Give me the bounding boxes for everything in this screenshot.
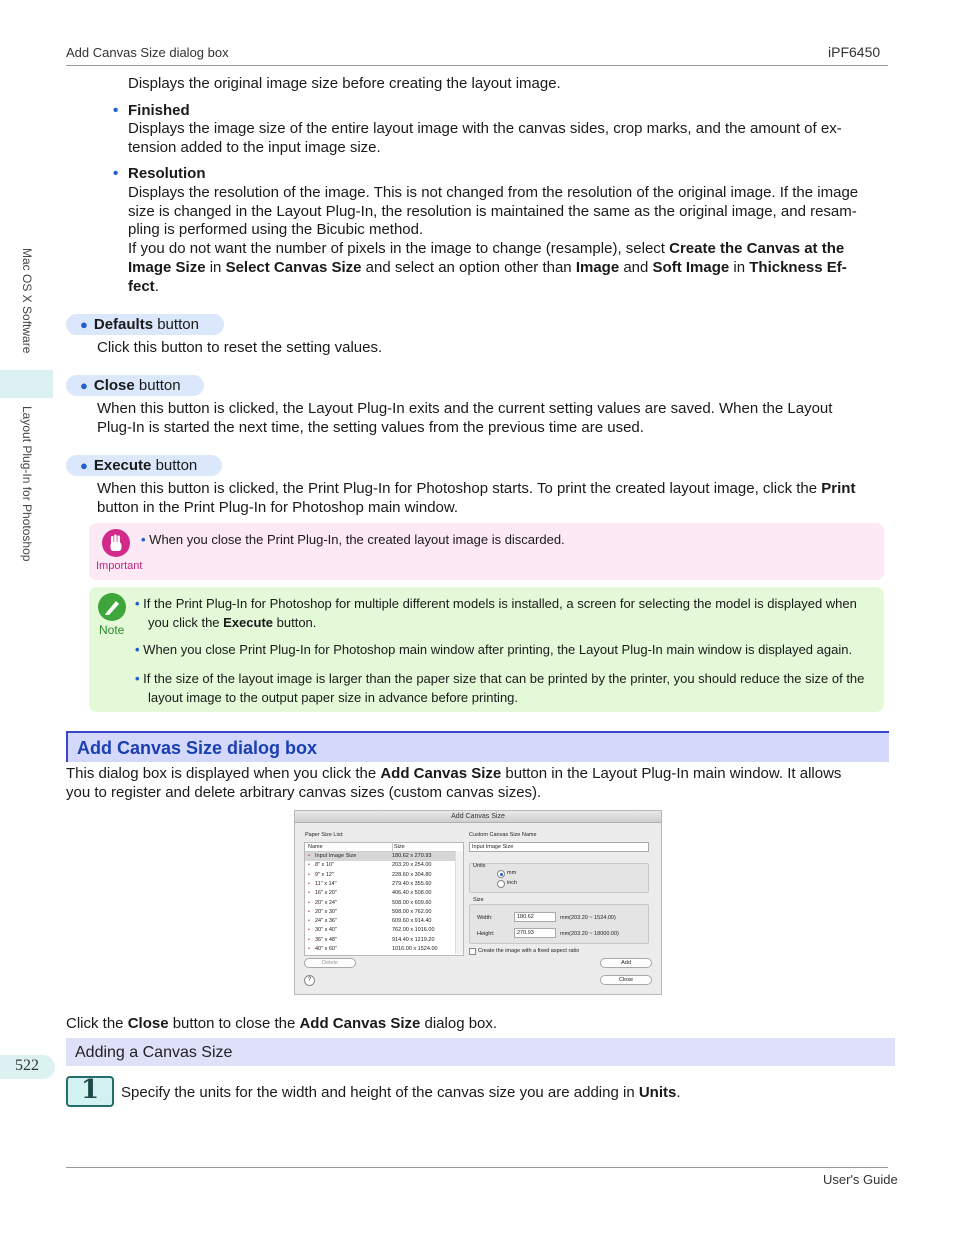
row-marker-icon: • xyxy=(308,946,310,952)
list-item[interactable] xyxy=(305,917,455,926)
row-marker-icon: • xyxy=(308,853,310,859)
fixed-aspect-checkbox[interactable] xyxy=(469,948,476,955)
resolution-line5: Image Size in Select Canvas Size and select an option other than Image and Soft Image in Thickness Ef- xyxy=(128,259,847,276)
row-name: 24" x 36" xyxy=(315,918,337,925)
list-item[interactable] xyxy=(305,908,455,917)
help-icon[interactable]: ? xyxy=(304,975,315,986)
units-label: Units xyxy=(473,863,486,869)
close-desc-line1: When this button is clicked, the Layout Plug-In exits and the current setting values are saved. When the Layout xyxy=(97,400,833,417)
step-number-badge: 1 xyxy=(66,1076,114,1107)
units-group xyxy=(469,863,649,893)
list-item[interactable] xyxy=(305,936,455,945)
size-group xyxy=(469,897,649,944)
close-button[interactable]: Close xyxy=(600,975,652,985)
row-size: 279.40 x 355.60 xyxy=(392,880,432,887)
row-name: 20" x 30" xyxy=(315,908,337,915)
row-name: 30" x 40" xyxy=(315,927,337,934)
list-item[interactable] xyxy=(305,880,455,889)
paper-size-list[interactable] xyxy=(304,842,464,956)
side-label-layout-plugin: Layout Plug-In for Photoshop xyxy=(20,406,34,562)
original-size-desc: Displays the original image size before creating the layout image. xyxy=(128,75,561,92)
list-item[interactable] xyxy=(305,852,455,861)
subsection-title: Adding a Canvas Size xyxy=(75,1044,233,1061)
after-dialog-text: Click the Close button to close the Add Canvas Size dialog box. xyxy=(66,1015,498,1032)
close-desc-line2: Plug-In is started the next time, the setting values from the previous time are used. xyxy=(97,419,644,436)
note-item3-line2: layout image to the output paper size in advance before printing. xyxy=(148,690,519,705)
inch-radio[interactable] xyxy=(497,880,505,888)
fixed-aspect-label: Create the image with a fixed aspect ratio xyxy=(478,948,580,954)
row-name: 16" x 20" xyxy=(315,890,337,897)
note-item1-line2: you click the Execute button. xyxy=(148,615,317,630)
resolution-line4: If you do not want the number of pixels in the image to change (resample), select Create the Canvas at the xyxy=(128,240,845,257)
page-number-tab xyxy=(0,1055,55,1079)
row-size: 203.20 x 254.00 xyxy=(392,862,432,869)
resolution-line3: pling is performed using the Bicubic method. xyxy=(128,221,424,238)
delete-button[interactable]: Delete xyxy=(304,958,356,968)
finished-line1: Displays the image size of the entire layout image with the canvas sides, crop marks, and the amount of ex- xyxy=(128,120,842,137)
height-input[interactable]: 270.93 xyxy=(514,928,556,938)
row-name: 9" x 12" xyxy=(315,871,334,878)
row-name: 8" x 10" xyxy=(315,862,334,869)
row-name: 36" x 48" xyxy=(315,936,337,943)
row-size: 1016.00 x 1524.00 xyxy=(392,946,438,952)
size-group-label: Size xyxy=(473,897,484,903)
width-label: Width: xyxy=(477,915,493,921)
execute-desc-line1: When this button is clicked, the Print Plug-In for Photoshop starts. To print the created layout image, click the Print xyxy=(97,480,856,497)
inch-label: inch xyxy=(507,880,518,886)
mm-radio[interactable] xyxy=(497,870,505,878)
header-rule xyxy=(66,65,888,66)
important-label: Important xyxy=(96,560,143,572)
resolution-line1: Displays the resolution of the image. This is not changed from the resolution of the original image. If the image xyxy=(128,184,859,201)
row-name: 40" x 60" xyxy=(315,946,337,952)
row-size: 180.62 x 270.93 xyxy=(392,853,432,859)
section-intro-line2: you to register and delete arbitrary canvas sizes (custom canvas sizes). xyxy=(66,784,542,801)
note-item3-line1: • If the size of the layout image is larger than the paper size that can be printed by the printer, you should reduce the size of the xyxy=(135,671,865,686)
footer-rule xyxy=(66,1167,888,1168)
row-marker-icon: • xyxy=(308,899,310,906)
col-size-header: Size xyxy=(394,844,405,850)
row-marker-icon: • xyxy=(308,871,310,878)
note-item2: • When you close Print Plug-In for Photoshop main window after printing, the Layout Plug-In main window is displayed again. xyxy=(135,642,853,657)
row-size: 609.60 x 914.40 xyxy=(392,918,432,925)
important-hand-icon xyxy=(102,529,130,557)
finished-bullet: • xyxy=(113,102,119,119)
row-name: Input Image Size xyxy=(315,853,357,859)
important-text: • When you close the Print Plug-In, the created layout image is discarded. xyxy=(141,532,565,547)
finished-title: Finished xyxy=(128,102,190,119)
bullet-icon: ● xyxy=(80,317,88,332)
close-button-heading: ● Close button xyxy=(66,375,204,396)
page-number: 522 xyxy=(15,1057,39,1074)
section-heading xyxy=(66,731,889,762)
row-marker-icon: • xyxy=(308,936,310,943)
note-label: Note xyxy=(99,623,125,637)
row-size: 762.00 x 1016.00 xyxy=(392,927,435,934)
row-marker-icon: • xyxy=(308,880,310,887)
row-name: 20" x 24" xyxy=(315,899,337,906)
width-range: mm(203.20 ~ 1524.00) xyxy=(560,915,616,921)
list-item[interactable] xyxy=(305,899,455,908)
section-title: Add Canvas Size dialog box xyxy=(77,738,318,758)
section-intro-line1: This dialog box is displayed when you click the Add Canvas Size button in the Layout Plug-In main window. It allows xyxy=(66,765,842,782)
side-tab xyxy=(0,370,53,398)
row-marker-icon: • xyxy=(308,862,310,869)
defaults-button-heading: ● Defaults button xyxy=(66,314,224,335)
list-item[interactable] xyxy=(305,889,455,898)
list-item[interactable] xyxy=(305,926,455,935)
row-marker-icon: • xyxy=(308,908,310,915)
finished-line2: tension added to the input image size. xyxy=(128,139,381,156)
resolution-line6: fect. xyxy=(128,278,159,295)
row-marker-icon: • xyxy=(308,927,310,934)
note-item1-line1: • If the Print Plug-In for Photoshop for multiple different models is installed, a screen for selecting the model is displayed when xyxy=(135,596,857,611)
row-size: 508.00 x 609.60 xyxy=(392,899,432,906)
width-input[interactable]: 180.62 xyxy=(514,912,556,922)
running-header-model: iPF6450 xyxy=(828,44,881,60)
note-pencil-icon xyxy=(98,593,126,621)
row-marker-icon: • xyxy=(308,890,310,897)
mm-label: mm xyxy=(507,870,517,876)
custom-name-input[interactable]: Input Image Size xyxy=(469,842,649,852)
defaults-desc: Click this button to reset the setting values. xyxy=(97,339,383,356)
footer-guide-label: User's Guide xyxy=(823,1172,898,1187)
resolution-bullet: • xyxy=(113,165,119,182)
row-name: 11" x 14" xyxy=(315,880,337,887)
resolution-title: Resolution xyxy=(128,165,206,182)
running-header-title: Add Canvas Size dialog box xyxy=(66,45,229,60)
execute-desc-line2: button in the Print Plug-In for Photoshop main window. xyxy=(97,499,459,516)
subsection-heading xyxy=(66,1038,895,1066)
list-item[interactable] xyxy=(305,861,455,870)
paper-size-list-label: Paper Size List: xyxy=(305,832,344,838)
list-item[interactable] xyxy=(305,945,455,954)
bullet-icon: ● xyxy=(80,458,88,473)
list-item[interactable] xyxy=(305,871,455,880)
bullet-icon: ● xyxy=(80,378,88,393)
dialog-title: Add Canvas Size xyxy=(295,811,661,823)
step1-text: Specify the units for the width and height of the canvas size you are adding in Units. xyxy=(121,1084,681,1101)
row-size: 508.00 x 762.00 xyxy=(392,908,432,915)
row-size: 914.40 x 1219.20 xyxy=(392,936,435,943)
side-label-mac-os: Mac OS X Software xyxy=(20,248,34,354)
row-size: 228.60 x 304.80 xyxy=(392,871,432,878)
height-range: mm(203.20 ~ 18000.00) xyxy=(560,931,619,937)
resolution-line2: size is changed in the Layout Plug-In, the resolution is maintained the same as the original image, and resam- xyxy=(128,203,857,220)
execute-button-heading: ● Execute button xyxy=(66,455,222,476)
col-name-header: Name xyxy=(308,844,323,850)
custom-name-label: Custom Canvas Size Name xyxy=(469,832,537,838)
row-marker-icon: • xyxy=(308,918,310,925)
row-size: 406.40 x 508.00 xyxy=(392,890,432,897)
list-scrollbar[interactable] xyxy=(455,851,463,954)
height-label: Height: xyxy=(477,931,495,937)
list-header xyxy=(305,843,455,852)
add-canvas-size-dialog xyxy=(294,810,662,995)
add-button[interactable]: Add xyxy=(600,958,652,968)
